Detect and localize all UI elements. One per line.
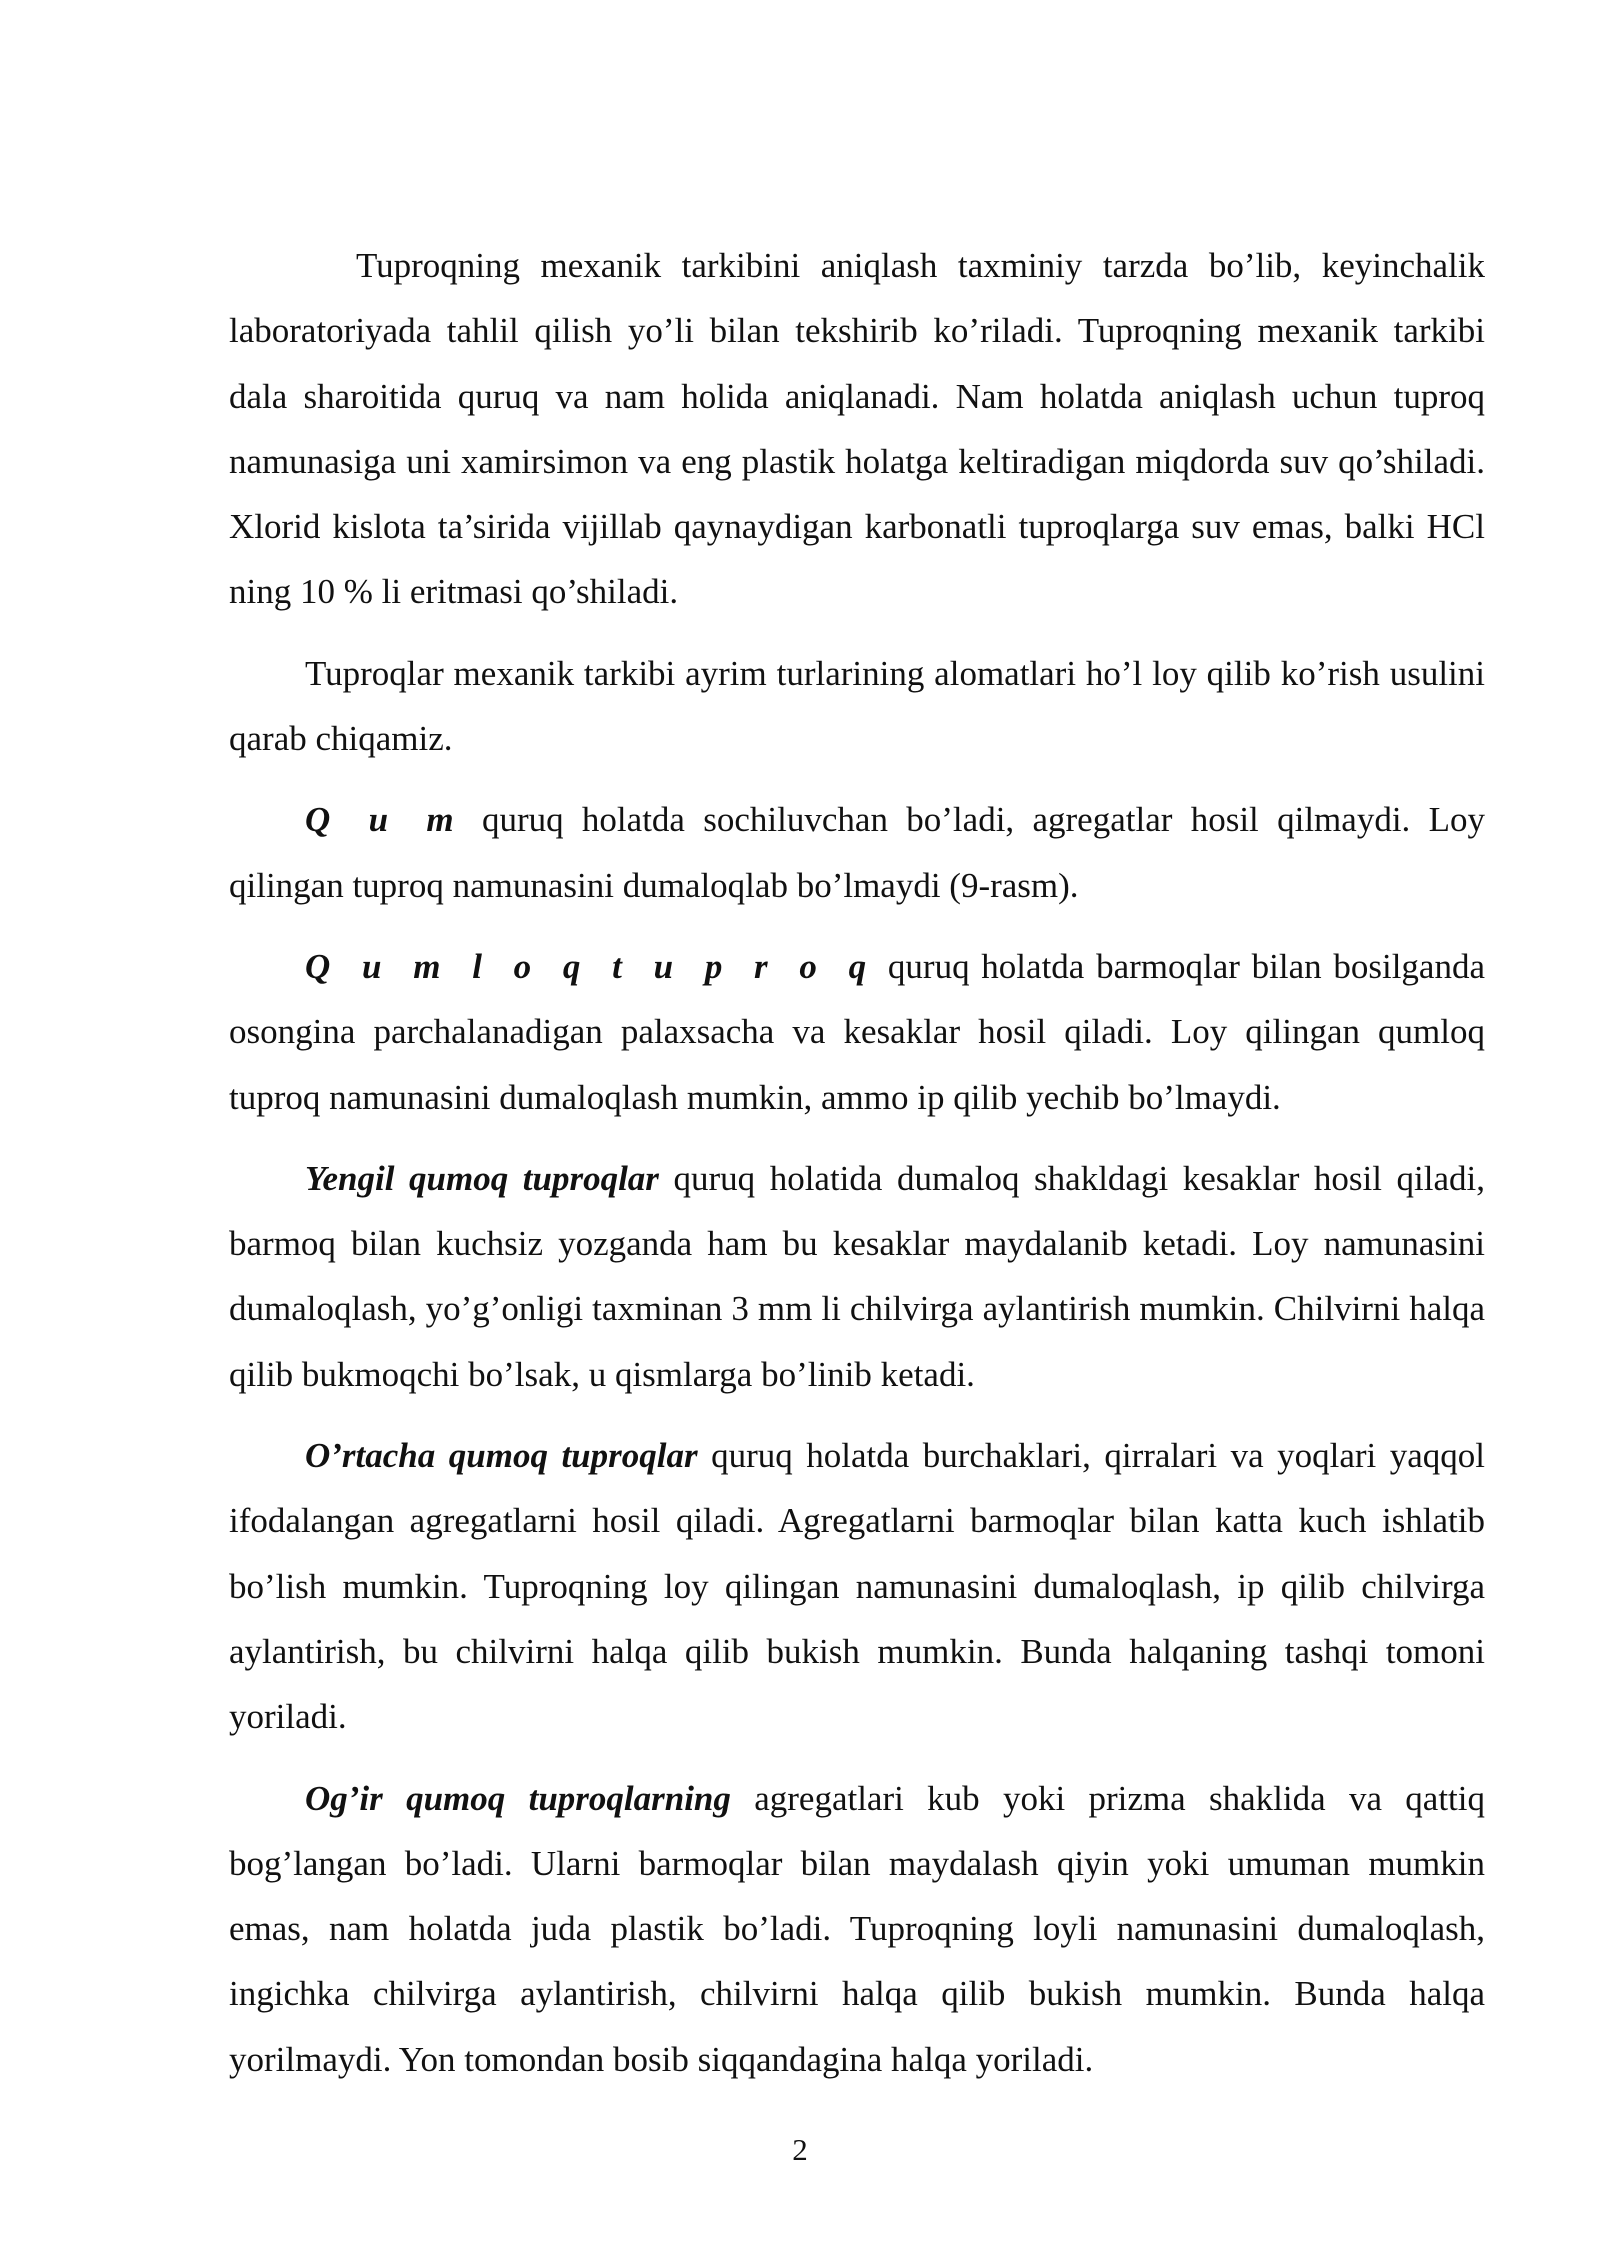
paragraph-heavy-loam-text: agregatlari kub yoki prizma shaklida va qattiq bog’langan bo’ladi. Ularni barmoqlar bilan maydalash qiyin yoki umuman mumkin emas, nam holatda juda plastik bo’ladi. Tuproqning loyli namunasini dumaloqlash, ingichka chilvirga aylantirish, chilvirni halqa qilib bukish mumkin. Bunda halqa yorilmaydi. Yon tomondan bosib siqqandagina halqa yoriladi. [229, 1778, 1485, 2079]
paragraph-intro [229, 233, 1485, 625]
paragraph-method [229, 641, 1485, 772]
paragraph-light-loam-text: quruq holatida dumaloq shakldagi kesaklar hosil qiladi, barmoq bilan kuchsiz yozganda ham bu kesaklar maydalanib ketadi. Loy namunasini dumaloqlash, yo’g’onligi taxminan 3 mm li chilvirga aylantirish mumkin. Chilvirni halqa qilib bukmoqchi bo’lsak, u qismlarga bo’linib ketadi. [229, 1158, 1485, 1394]
paragraph-medium-loam-text: quruq holatda burchaklari, qirralari va yoqlari yaqqol ifodalangan agregatlarni hosil qiladi. Agregatlarni barmoqlar bilan katta kuch ishlatib bo’lish mumkin. Tuproqning loy qilingan namunasini dumaloqlash, ip qilib chilvirga aylantirish, bu chilvirni halqa qilib bukish mumkin. Bunda halqaning tashqi tomoni yoriladi. [229, 1436, 1485, 1737]
term-light-loam: Yengil qumoq tuproqlar [305, 1158, 659, 1198]
paragraph-heavy-loam [229, 1766, 1485, 2092]
paragraph-medium-loam [229, 1423, 1485, 1749]
paragraph-light-loam [229, 1146, 1485, 1407]
document-body [229, 233, 1485, 2092]
paragraph-sand-text: quruq holatda sochiluvchan bo’ladi, agregatlar hosil qilmaydi. Loy qilingan tuproq namunasini dumaloqlab bo’lmaydi (9-rasm). [229, 800, 1485, 905]
page-number: 2 [792, 2132, 808, 2167]
term-heavy-loam: Og’ir qumoq tuproqlarning [305, 1778, 731, 1818]
term-sand: Q u m [305, 800, 464, 840]
term-sandy-soil: Q u m l o q t u p r o q [305, 946, 877, 986]
paragraph-sand [229, 787, 1485, 918]
paragraph-sandy-soil [229, 934, 1485, 1130]
paragraph-method-text: Tuproqlar mexanik tarkibi ayrim turlarining alomatlari ho’l loy qilib ko’rish usulini qarab chiqamiz. [229, 653, 1485, 759]
term-medium-loam: O’rtacha qumoq tuproqlar [305, 1436, 698, 1476]
paragraph-sandy-soil-text: quruq holatda barmoqlar bilan bosilganda osongina parchalanadigan palaxsacha va kesaklar hosil qiladi. Loy qilingan qumloq tuproq namunasini dumaloqlash mumkin, ammo ip qilib yechib bo’lmaydi. [229, 946, 1486, 1117]
paragraph-intro-text: Tuproqning mexanik tarkibini aniqlash taxminiy tarzda bo’lib, keyinchalik laboratoriyada tahlil qilish yo’li bilan tekshirib ko’riladi. Tuproqning mexanik tarkibi dala sharoitida quruq va nam holida aniqlanadi. Nam holatda aniqlash uchun tuproq namunasiga uni xamirsimon va eng plastik holatga keltiradigan miqdorda suv qo’shiladi. Xlorid kislota ta’sirida vijillab qaynaydigan karbonatli tuproqlarga suv emas, balki HCl ning 10 % li eritmasi qo’shiladi. [229, 246, 1485, 612]
